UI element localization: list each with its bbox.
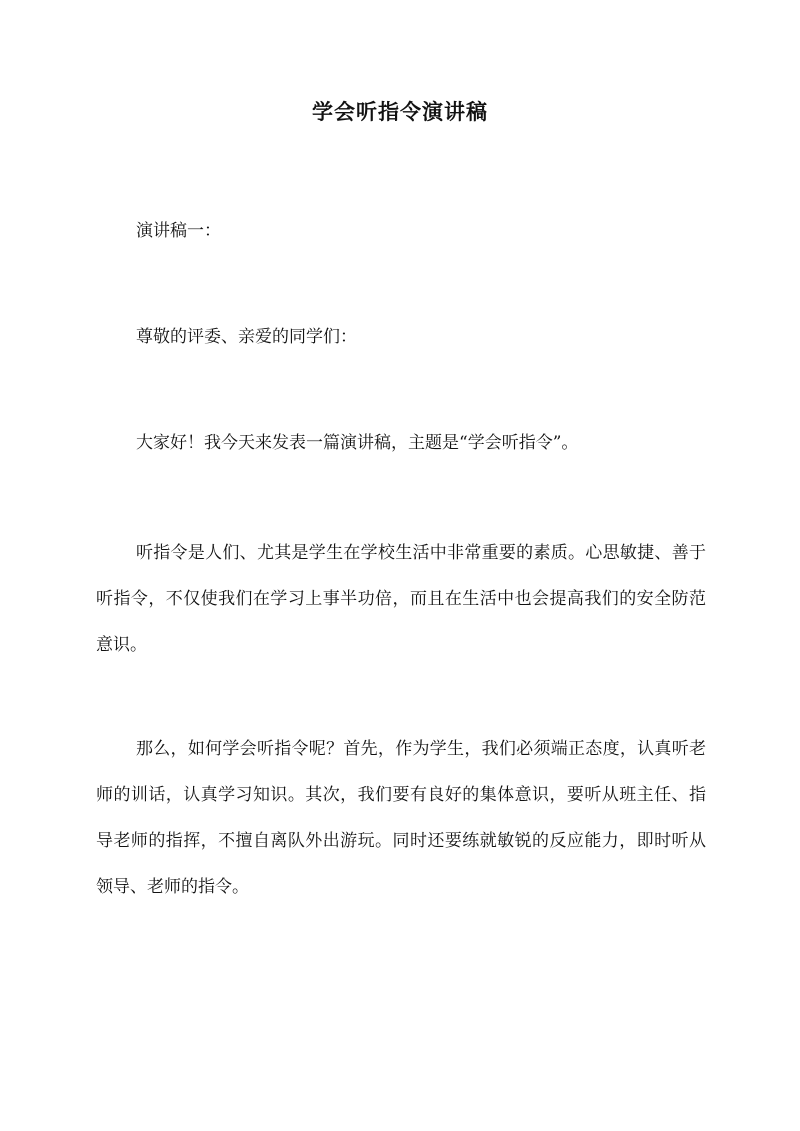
body-paragraph-1: 听指令是人们、尤其是学生在学校生活中非常重要的素质。心思敏捷、善于听指令，不仅使我们在学习上事半功倍，而且在生活中也会提高我们的安全防范意识。	[96, 543, 706, 655]
document-title: 学会听指令演讲稿	[312, 99, 488, 124]
greeting-paragraph: 尊敬的评委、亲爱的同学们：	[136, 327, 357, 347]
body-paragraph-2: 那么，如何学会听指令呢？首先，作为学生，我们必须端正态度，认真听老师的训话，认真学习知识。其次，我们要有良好的集体意识，要听从班主任、指导老师的指挥，不擅自离队外出游玩。同时还要练就敏锐的反应能力，即时听从领导、老师的指令。	[96, 739, 706, 897]
intro-paragraph: 大家好！我今天来发表一篇演讲稿，主题是“学会听指令”。	[136, 433, 579, 453]
section-heading: 演讲稿一：	[136, 221, 221, 241]
